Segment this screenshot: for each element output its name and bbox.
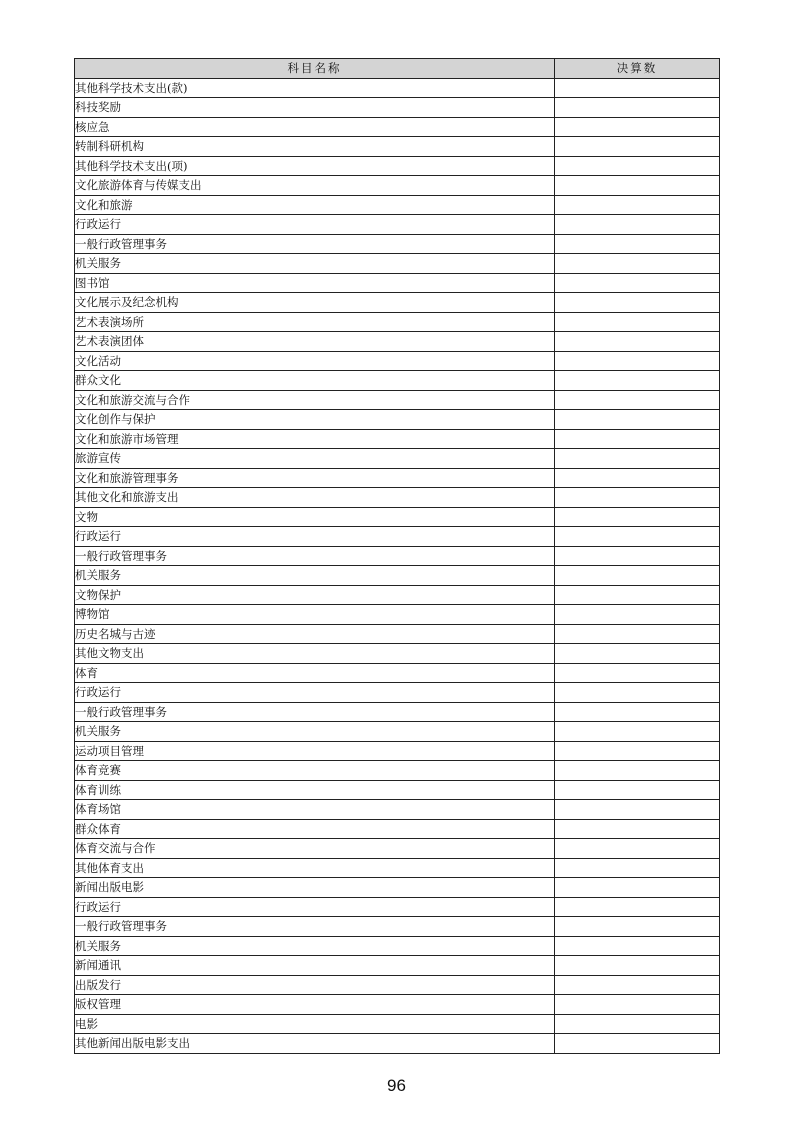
table-row — [75, 722, 720, 742]
table-row — [75, 780, 720, 800]
row-amount — [555, 780, 720, 800]
table-row — [75, 176, 720, 196]
row-item-name: 机关服务 — [75, 566, 555, 586]
row-amount — [555, 215, 720, 235]
row-item-name: 转制科研机构 — [75, 137, 555, 157]
row-amount — [555, 195, 720, 215]
row-item-name: 文化旅游体育与传媒支出 — [75, 176, 555, 196]
row-amount — [555, 956, 720, 976]
row-amount — [555, 683, 720, 703]
row-item-name: 文化创作与保护 — [75, 410, 555, 430]
row-item-name: 行政运行 — [75, 897, 555, 917]
row-item-name: 体育 — [75, 663, 555, 683]
row-item-name: 群众文化 — [75, 371, 555, 391]
table-row — [75, 819, 720, 839]
table-row — [75, 410, 720, 430]
row-item-name: 一般行政管理事务 — [75, 702, 555, 722]
table-row — [75, 702, 720, 722]
table-row — [75, 858, 720, 878]
row-amount — [555, 390, 720, 410]
row-item-name: 其他文物支出 — [75, 644, 555, 664]
table-row — [75, 254, 720, 274]
row-amount — [555, 293, 720, 313]
table-row — [75, 527, 720, 547]
table-row — [75, 546, 720, 566]
row-amount — [555, 917, 720, 937]
row-amount — [555, 468, 720, 488]
table-row — [75, 878, 720, 898]
row-item-name: 一般行政管理事务 — [75, 546, 555, 566]
row-amount — [555, 800, 720, 820]
row-item-name: 历史名城与古迹 — [75, 624, 555, 644]
table-row — [75, 332, 720, 352]
row-item-name: 科技奖励 — [75, 98, 555, 118]
table-row — [75, 585, 720, 605]
row-item-name: 旅游宣传 — [75, 449, 555, 469]
table-row — [75, 117, 720, 137]
table-row — [75, 449, 720, 469]
table-row — [75, 624, 720, 644]
row-item-name: 群众体育 — [75, 819, 555, 839]
row-item-name: 体育竞赛 — [75, 761, 555, 781]
table-row — [75, 741, 720, 761]
row-amount — [555, 839, 720, 859]
row-item-name: 艺术表演场所 — [75, 312, 555, 332]
row-item-name: 体育场馆 — [75, 800, 555, 820]
row-amount — [555, 410, 720, 430]
row-amount — [555, 566, 720, 586]
row-item-name: 其他体育支出 — [75, 858, 555, 878]
row-amount — [555, 332, 720, 352]
row-amount — [555, 1014, 720, 1034]
row-item-name: 机关服务 — [75, 722, 555, 742]
table-row — [75, 956, 720, 976]
table-row — [75, 995, 720, 1015]
row-item-name: 其他新闻出版电影支出 — [75, 1034, 555, 1054]
table-row — [75, 273, 720, 293]
row-amount — [555, 858, 720, 878]
row-amount — [555, 488, 720, 508]
table-row — [75, 663, 720, 683]
table-row — [75, 156, 720, 176]
row-amount — [555, 312, 720, 332]
row-item-name: 行政运行 — [75, 215, 555, 235]
header-amount: 决算数 — [555, 59, 720, 79]
page-number: 96 — [387, 1076, 406, 1095]
row-item-name: 艺术表演团体 — [75, 332, 555, 352]
table-body — [75, 78, 720, 1053]
row-item-name: 电影 — [75, 1014, 555, 1034]
row-amount — [555, 137, 720, 157]
row-item-name: 体育交流与合作 — [75, 839, 555, 859]
table-row — [75, 468, 720, 488]
table-row — [75, 351, 720, 371]
table-row — [75, 897, 720, 917]
row-amount — [555, 78, 720, 98]
row-amount — [555, 371, 720, 391]
row-amount — [555, 273, 720, 293]
row-item-name: 机关服务 — [75, 936, 555, 956]
table-row — [75, 800, 720, 820]
table-row — [75, 137, 720, 157]
table-row — [75, 234, 720, 254]
row-amount — [555, 156, 720, 176]
row-amount — [555, 98, 720, 118]
table-row — [75, 566, 720, 586]
table-row — [75, 605, 720, 625]
table-row — [75, 1014, 720, 1034]
row-item-name: 文化活动 — [75, 351, 555, 371]
row-amount — [555, 527, 720, 547]
row-item-name: 出版发行 — [75, 975, 555, 995]
row-item-name: 文化和旅游市场管理 — [75, 429, 555, 449]
table-row — [75, 936, 720, 956]
row-item-name: 文化和旅游管理事务 — [75, 468, 555, 488]
row-amount — [555, 819, 720, 839]
row-item-name: 运动项目管理 — [75, 741, 555, 761]
row-amount — [555, 761, 720, 781]
row-item-name: 机关服务 — [75, 254, 555, 274]
budget-table — [74, 58, 720, 1054]
table-row — [75, 78, 720, 98]
row-amount — [555, 741, 720, 761]
row-item-name: 核应急 — [75, 117, 555, 137]
row-amount — [555, 663, 720, 683]
row-amount — [555, 975, 720, 995]
row-item-name: 新闻通讯 — [75, 956, 555, 976]
row-amount — [555, 546, 720, 566]
row-item-name: 文物保护 — [75, 585, 555, 605]
row-item-name: 博物馆 — [75, 605, 555, 625]
table-row — [75, 683, 720, 703]
row-amount — [555, 234, 720, 254]
table-row — [75, 195, 720, 215]
row-amount — [555, 449, 720, 469]
table-row — [75, 98, 720, 118]
row-amount — [555, 176, 720, 196]
table-row — [75, 839, 720, 859]
row-item-name: 一般行政管理事务 — [75, 234, 555, 254]
table-row — [75, 390, 720, 410]
table-row — [75, 371, 720, 391]
row-item-name: 版权管理 — [75, 995, 555, 1015]
table-row — [75, 1034, 720, 1054]
row-amount — [555, 722, 720, 742]
row-item-name: 其他科学技术支出(款) — [75, 78, 555, 98]
table-row — [75, 429, 720, 449]
row-amount — [555, 117, 720, 137]
row-amount — [555, 624, 720, 644]
row-amount — [555, 605, 720, 625]
table-row — [75, 293, 720, 313]
row-item-name: 其他科学技术支出(项) — [75, 156, 555, 176]
row-amount — [555, 936, 720, 956]
row-amount — [555, 702, 720, 722]
row-amount — [555, 429, 720, 449]
table-row — [75, 644, 720, 664]
row-amount — [555, 878, 720, 898]
row-item-name: 新闻出版电影 — [75, 878, 555, 898]
row-item-name: 文化展示及纪念机构 — [75, 293, 555, 313]
row-item-name: 行政运行 — [75, 683, 555, 703]
table-row — [75, 917, 720, 937]
table-row — [75, 761, 720, 781]
row-amount — [555, 585, 720, 605]
row-item-name: 文化和旅游交流与合作 — [75, 390, 555, 410]
row-item-name: 其他文化和旅游支出 — [75, 488, 555, 508]
table-row — [75, 507, 720, 527]
row-item-name: 文物 — [75, 507, 555, 527]
row-item-name: 行政运行 — [75, 527, 555, 547]
row-item-name: 文化和旅游 — [75, 195, 555, 215]
table-header-row — [75, 59, 720, 79]
row-item-name: 体育训练 — [75, 780, 555, 800]
table-row — [75, 975, 720, 995]
row-item-name: 一般行政管理事务 — [75, 917, 555, 937]
table-row — [75, 215, 720, 235]
row-amount — [555, 254, 720, 274]
header-item-name: 科目名称 — [75, 59, 555, 79]
row-amount — [555, 644, 720, 664]
table-row — [75, 312, 720, 332]
table-row — [75, 488, 720, 508]
row-amount — [555, 995, 720, 1015]
row-amount — [555, 351, 720, 371]
row-item-name: 图书馆 — [75, 273, 555, 293]
row-amount — [555, 1034, 720, 1054]
row-amount — [555, 897, 720, 917]
row-amount — [555, 507, 720, 527]
